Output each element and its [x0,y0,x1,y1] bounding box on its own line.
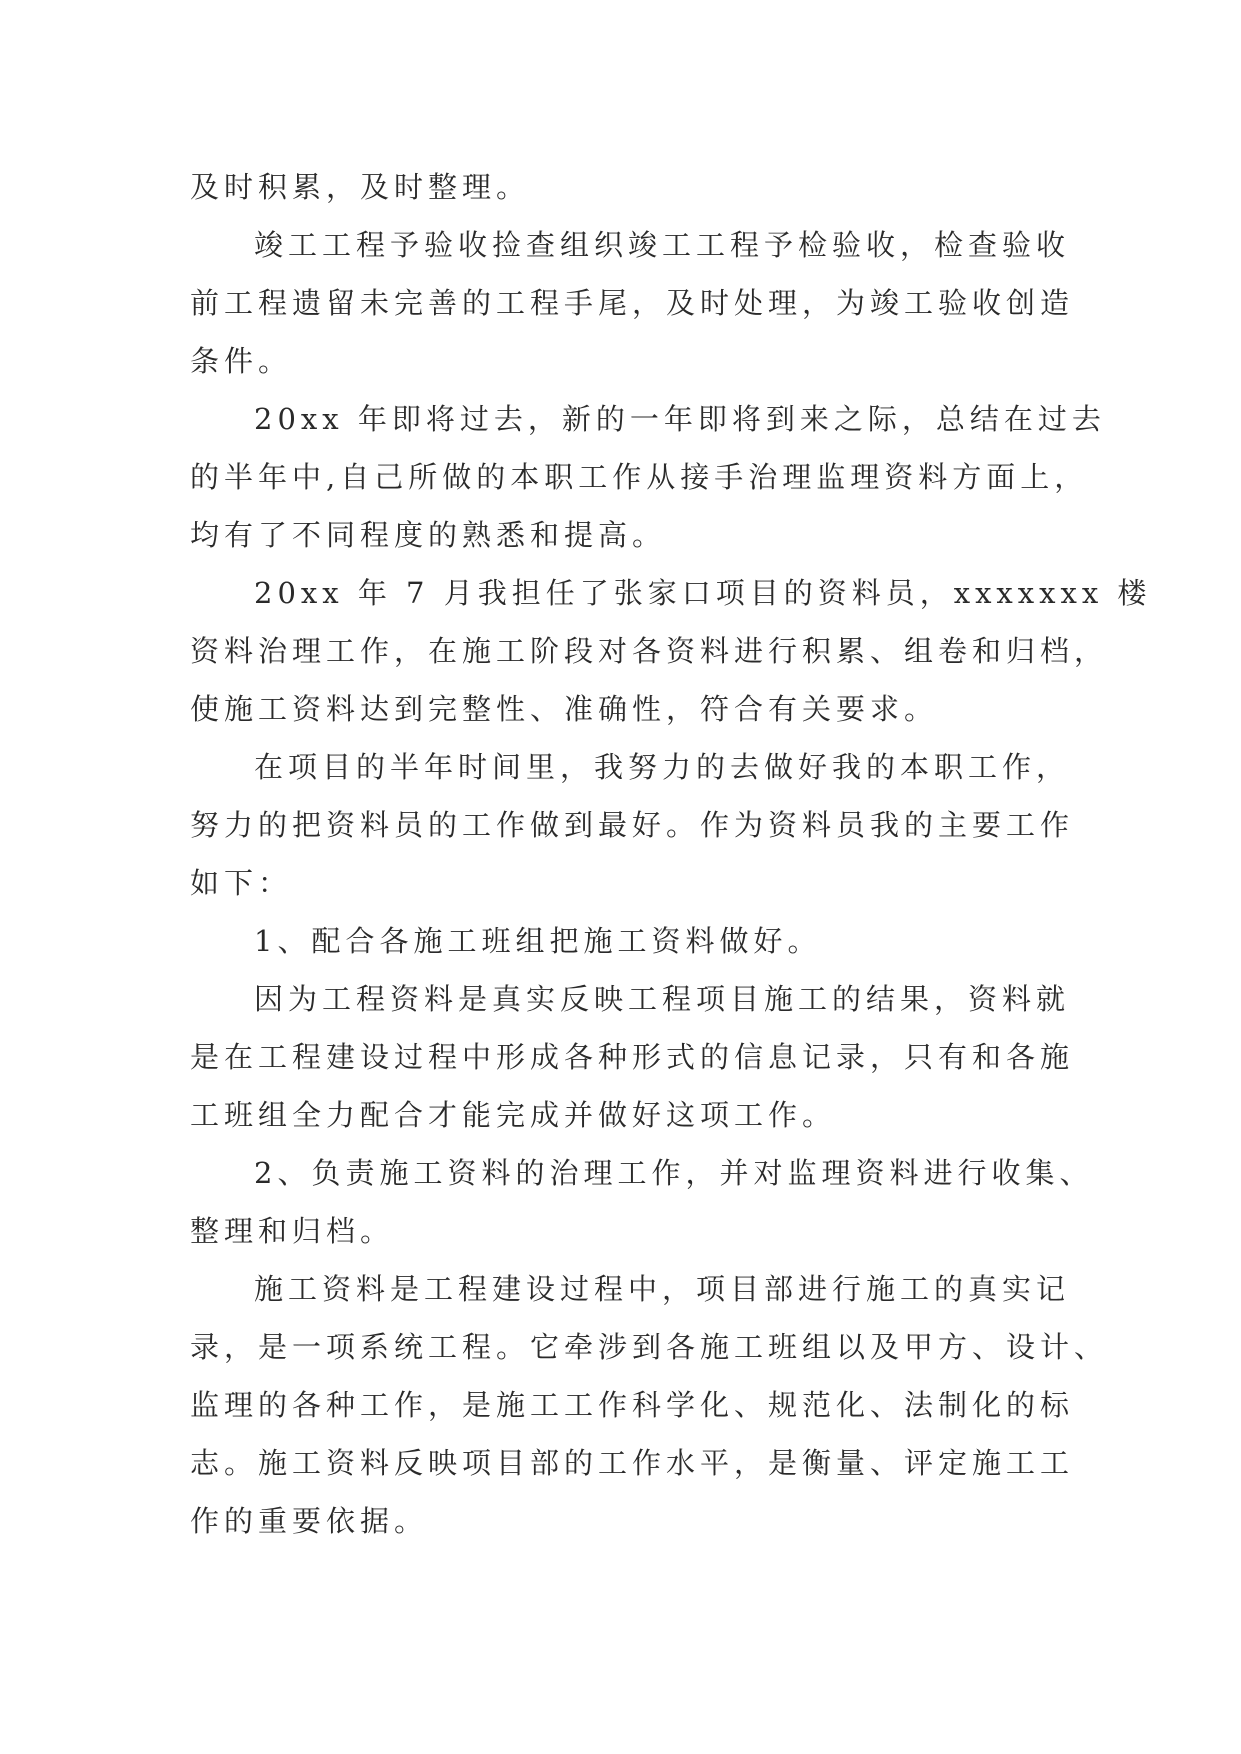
text-line: 20xx 年即将过去，新的一年即将到来之际，总结在过去 [254,402,1106,436]
text-line: 条件。 [190,344,293,378]
text-line: 整理和归档。 [190,1214,395,1248]
text-line: 录，是一项系统工程。它牵涉到各施工班组以及甲方、设计、 [190,1330,1109,1364]
text-line: 及时积累，及时整理。 [190,170,531,204]
text-line: 志。施工资料反映项目部的工作水平，是衡量、评定施工工 [190,1446,1075,1480]
text-line: 作的重要依据。 [190,1504,429,1538]
text-line: 如下： [190,866,293,900]
text-line: 施工资料是工程建设过程中，项目部进行施工的真实记 [254,1272,1071,1306]
text-line: 因为工程资料是真实反映工程项目施工的结果，资料就 [254,982,1071,1016]
text-line: 2、负责施工资料的治理工作，并对监理资料进行收集、 [254,1156,1094,1190]
text-line: 是在工程建设过程中形成各种形式的信息记录，只有和各施 [190,1040,1075,1074]
text-line: 1、配合各施工班组把施工资料做好。 [254,924,822,958]
text-line: 在项目的半年时间里，我努力的去做好我的本职工作， [254,750,1071,784]
text-line: 努力的把资料员的工作做到最好。作为资料员我的主要工作 [190,808,1075,842]
text-line: 使施工资料达到完整性、准确性，符合有关要求。 [190,692,939,726]
text-line: 20xx 年 7 月我担任了张家口项目的资料员，xxxxxxx 楼 [254,576,1152,610]
text-line: 的半年中,自己所做的本职工作从接手治理监理资料方面上， [190,460,1089,494]
text-line: 资料治理工作，在施工阶段对各资料进行积累、组卷和归档， [190,634,1109,668]
text-line: 竣工工程予验收捡查组织竣工工程予检验收，检查验收 [254,228,1071,262]
text-line: 监理的各种工作，是施工工作科学化、规范化、法制化的标 [190,1388,1075,1422]
text-line: 均有了不同程度的熟悉和提高。 [190,518,667,552]
text-line: 前工程遗留未完善的工程手尾，及时处理，为竣工验收创造 [190,286,1075,320]
text-line: 工班组全力配合才能完成并做好这项工作。 [190,1098,837,1132]
body-text [190,158,1152,1550]
